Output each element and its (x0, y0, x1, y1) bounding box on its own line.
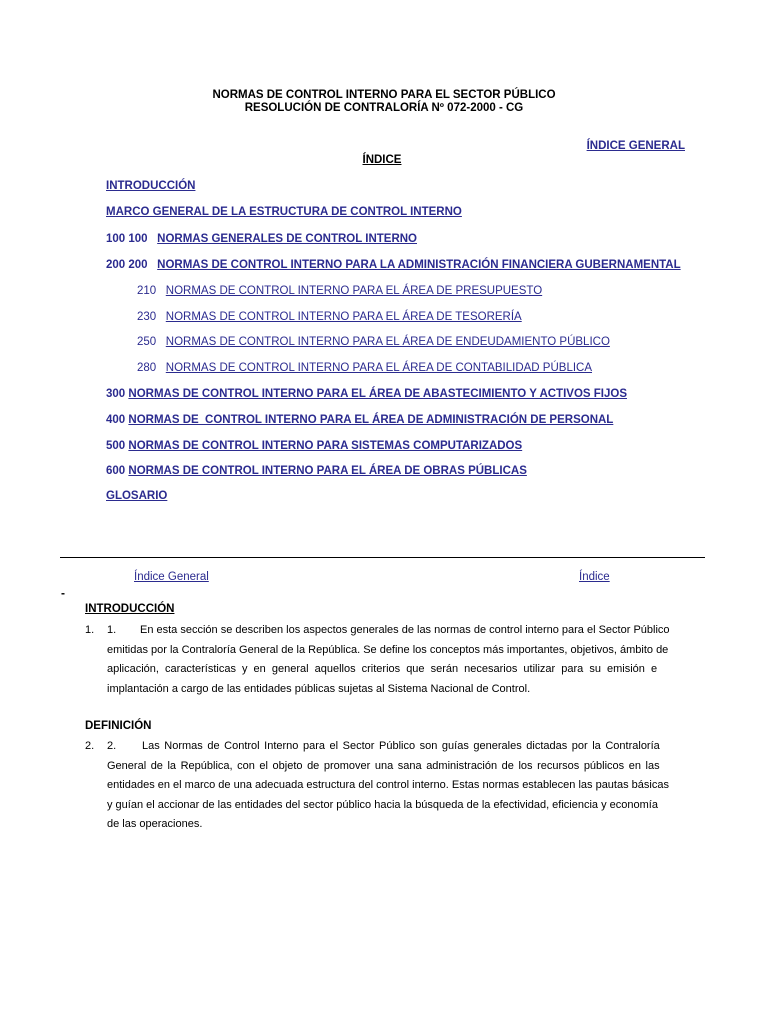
toc-item-label[interactable]: NORMAS DE CONTROL INTERNO PARA EL ÁREA DE ENDEUDAMIENTO PÚBLICO (165, 336, 610, 348)
toc-item-100[interactable] (106, 232, 417, 246)
paragraph-line: emitidas por la Contraloría General de la República. Se define los conceptos más importantes, objetivos, ámbito de (107, 643, 669, 656)
toc-item-300[interactable] (106, 387, 627, 401)
toc-item-number: 500 (106, 440, 126, 452)
toc-item-number: 210 (137, 285, 157, 297)
paragraph-line: En esta sección se describen los aspectos generales de las normas de control interno para el Sector Público (140, 624, 670, 636)
toc-item-280[interactable] (137, 361, 592, 375)
toc-item-label[interactable]: NORMAS DE CONTROL INTERNO PARA EL ÁREA DE PRESUPUESTO (165, 285, 543, 297)
section-heading-definicion: DEFINICIÓN (85, 720, 152, 732)
toc-item-number: 280 (137, 362, 157, 374)
definicion-paragraph (107, 737, 685, 835)
toc-item-number: 200 200 (106, 259, 148, 271)
paragraph-subnumber: 1. (107, 624, 117, 636)
toc-item-label[interactable]: NORMAS DE CONTROL INTERNO PARA EL ÁREA DE OBRAS PÚBLICAS (128, 465, 527, 477)
document-subtitle: RESOLUCIÓN DE CONTRALORÍA Nº 072-2000 - CG (244, 102, 524, 114)
toc-item-label[interactable]: NORMAS DE CONTROL INTERNO PARA EL ÁREA DE TESORERÍA (165, 311, 522, 323)
toc-introduccion-link[interactable]: INTRODUCCIÓN (106, 180, 196, 192)
document-title: NORMAS DE CONTROL INTERNO PARA EL SECTOR PÚBLICO (212, 89, 556, 101)
toc-glosario-link[interactable]: GLOSARIO (106, 490, 168, 502)
indice-general-link[interactable]: Índice General (134, 571, 209, 583)
toc-item-600[interactable] (106, 464, 527, 478)
paragraph-line: y guían el accionar de las entidades del sector público hacia la búsqueda de la efectividad, eficiencia y economía (107, 798, 658, 811)
indice-link[interactable]: Índice (579, 571, 610, 583)
toc-item-250[interactable] (137, 335, 610, 349)
toc-item-number: 250 (137, 336, 157, 348)
toc-item-number: 400 (106, 414, 126, 426)
toc-item-number: 230 (137, 311, 157, 323)
toc-item-label[interactable]: NORMAS DE CONTROL INTERNO PARA SISTEMAS COMPUTARIZADOS (128, 440, 523, 452)
paragraph-line: de las operaciones. (107, 818, 203, 831)
paragraph-subnumber: 2. (107, 740, 117, 752)
section-divider (60, 557, 705, 558)
toc-item-230[interactable] (137, 310, 522, 324)
toc-item-number: 100 100 (106, 233, 148, 245)
paragraph-number: 2. (85, 740, 95, 752)
toc-item-400[interactable] (106, 413, 613, 427)
general-index-link[interactable]: ÍNDICE GENERAL (586, 140, 685, 152)
paragraph-line: entidades en el marco de una adecuada estructura del control interno. Estas normas establecen las pautas básicas (107, 779, 669, 792)
toc-item-label[interactable]: NORMAS GENERALES DE CONTROL INTERNO (157, 233, 417, 245)
toc-item-label[interactable]: NORMAS DE CONTROL INTERNO PARA EL ÁREA DE CONTABILIDAD PÚBLICA (165, 362, 593, 374)
bullet-mark: - (61, 586, 65, 600)
section-heading-introduccion: INTRODUCCIÓN (85, 603, 175, 615)
toc-item-200[interactable] (106, 258, 681, 272)
toc-item-500[interactable] (106, 439, 522, 453)
paragraph-line: General de la República, con el objeto de promover una sana administración de los recursos públicos en las (107, 759, 660, 772)
toc-item-210[interactable] (137, 284, 542, 298)
toc-marco-link[interactable]: MARCO GENERAL DE LA ESTRUCTURA DE CONTROL INTERNO (106, 206, 462, 218)
paragraph-number: 1. (85, 624, 95, 636)
toc-item-label[interactable]: NORMAS DE CONTROL INTERNO PARA LA ADMINISTRACIÓN FINANCIERA GUBERNAMENTAL (157, 259, 681, 271)
toc-item-number: 600 (106, 465, 126, 477)
paragraph-line: Las Normas de Control Interno para el Sector Público son guías generales dictadas por la Contraloría (142, 740, 660, 752)
paragraph-line: implantación a cargo de las entidades públicas sujetas al Sistema Nacional de Control. (107, 682, 531, 695)
index-title: ÍNDICE (362, 154, 402, 166)
toc-item-number: 300 (106, 388, 126, 400)
intro-paragraph (107, 621, 685, 699)
paragraph-line: aplicación, características y en general aquellos criterios que serán necesarios utilizar para su emisión e (107, 663, 658, 676)
toc-item-label[interactable]: NORMAS DE CONTROL INTERNO PARA EL ÁREA DE ADMINISTRACIÓN DE PERSONAL (128, 414, 614, 426)
toc-item-label[interactable]: NORMAS DE CONTROL INTERNO PARA EL ÁREA DE ABASTECIMIENTO Y ACTIVOS FIJOS (128, 388, 627, 400)
